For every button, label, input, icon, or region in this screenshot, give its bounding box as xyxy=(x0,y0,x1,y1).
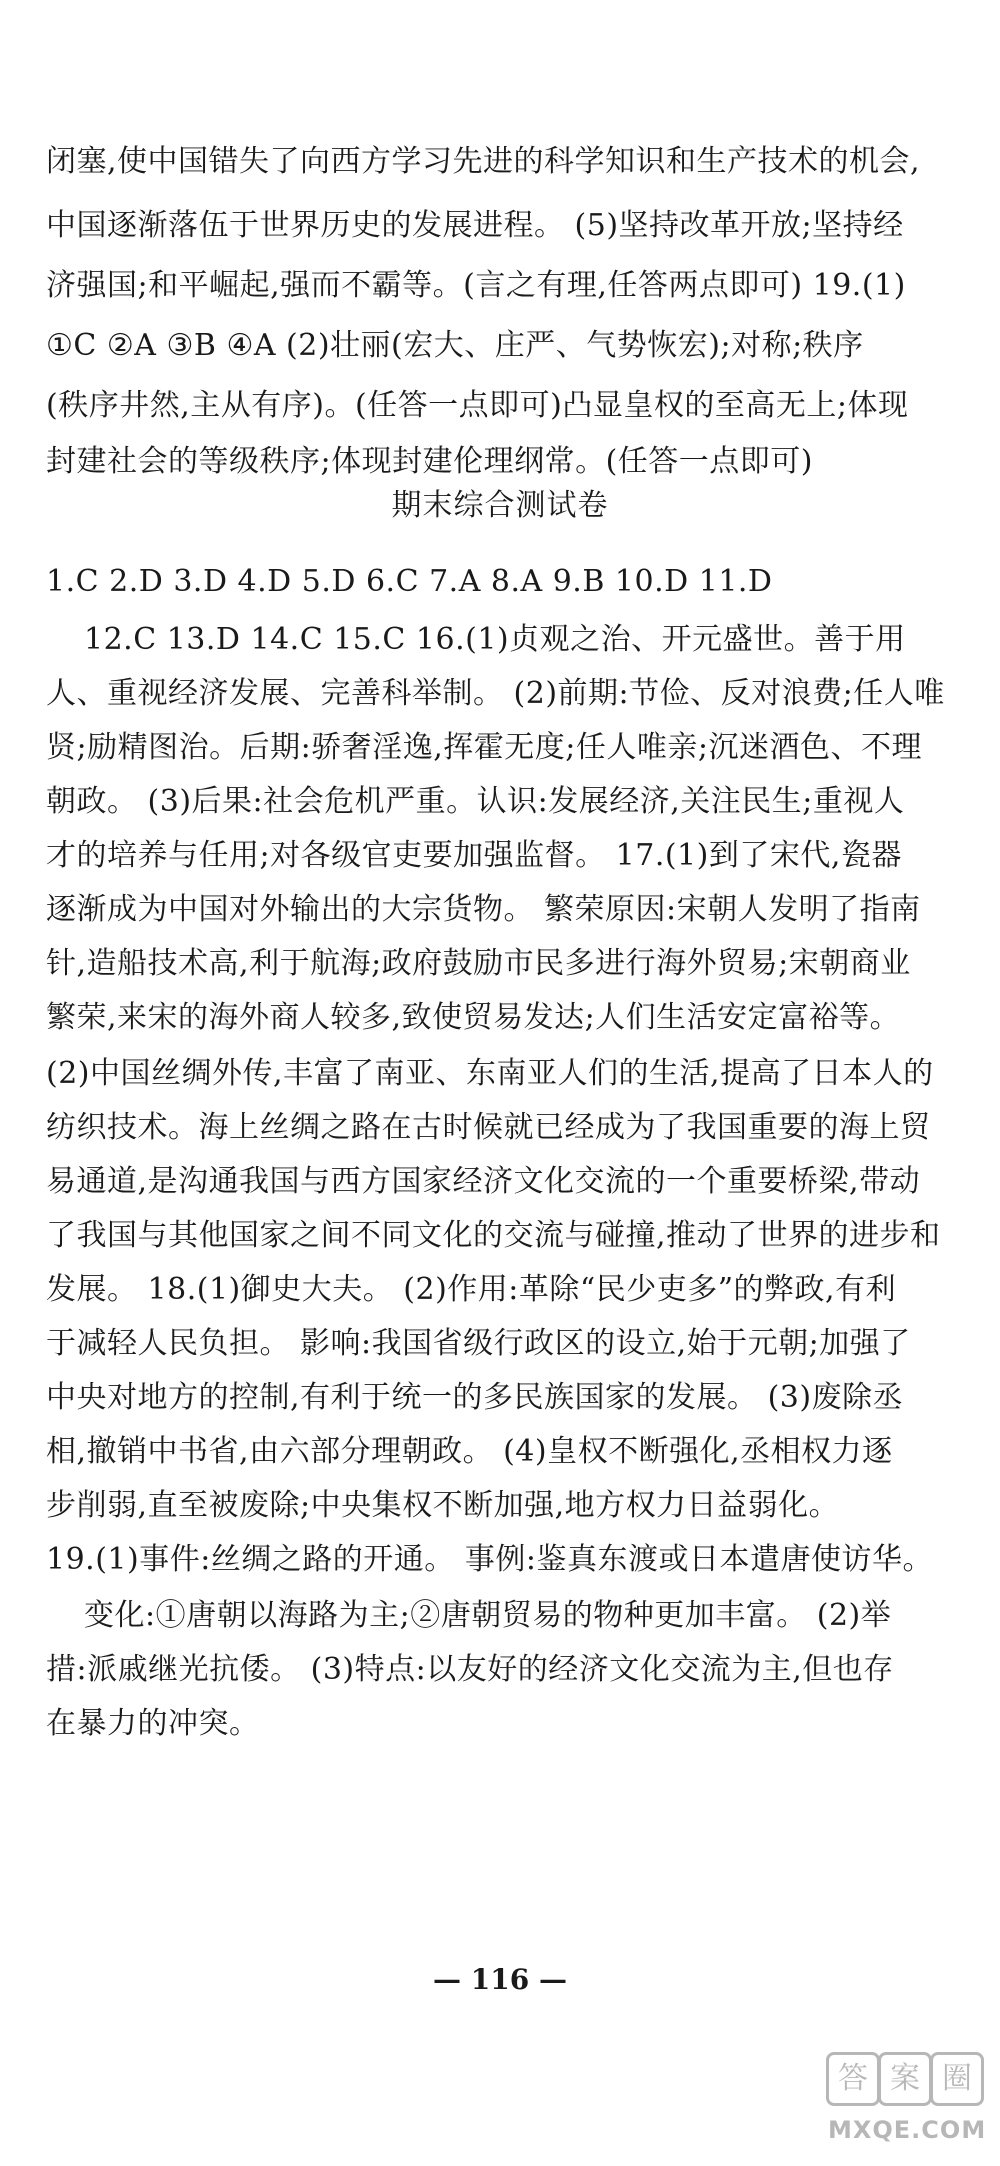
answer-line: 发展。 18.(1)御史大夫。 (2)作用:革除“民少吏多”的弊政,有利 xyxy=(46,1272,897,1307)
watermark-char: 案 xyxy=(878,2052,932,2106)
text-line: 济强国;和平崛起,强而不霸等。(言之有理,任答两点即可) 19.(1) xyxy=(46,268,906,303)
answer-line: 19.(1)事件:丝绸之路的开通。 事例:鉴真东渡或日本遣唐使访华。 xyxy=(46,1542,933,1577)
answer-line: 在暴力的冲突。 xyxy=(46,1706,260,1741)
watermark-url: MXQE.COM xyxy=(828,2116,987,2144)
answer-line: 人、重视经济发展、完善科举制。 (2)前期:节俭、反对浪费;任人唯 xyxy=(46,676,945,711)
answer-line: 措:派戚继光抗倭。 (3)特点:以友好的经济文化交流为主,但也存 xyxy=(46,1652,894,1687)
text-line: 中国逐渐落伍于世界历史的发展进程。 (5)坚持改革开放;坚持经 xyxy=(46,208,904,243)
answer-line: 繁荣,来宋的海外商人较多,致使贸易发达;人们生活安定富裕等。 xyxy=(46,1000,901,1035)
answer-line: 才的培养与任用;对各级官吏要加强监督。 17.(1)到了宋代,瓷器 xyxy=(46,838,902,873)
watermark-char: 圈 xyxy=(930,2052,984,2106)
text-line: ①C ②A ③B ④A (2)壮丽(宏大、庄严、气势恢宏);对称;秩序 xyxy=(46,328,864,363)
answer-line: 变化:①唐朝以海路为主;②唐朝贸易的物种更加丰富。 (2)举 xyxy=(84,1598,892,1633)
answer-line: 贤;励精图治。后期:骄奢淫逸,挥霍无度;任人唯亲;沉迷酒色、不理 xyxy=(46,730,922,765)
answer-line: 逐渐成为中国对外输出的大宗货物。 繁荣原因:宋朝人发明了指南 xyxy=(46,892,921,927)
answer-line: (2)中国丝绸外传,丰富了南亚、东南亚人们的生活,提高了日本人的 xyxy=(46,1056,934,1091)
text-line: 闭塞,使中国错失了向西方学习先进的科学知识和生产技术的机会, xyxy=(46,144,921,179)
answer-line: 1.C 2.D 3.D 4.D 5.D 6.C 7.A 8.A 9.B 10.D 11.D xyxy=(46,564,773,599)
answer-line: 12.C 13.D 14.C 15.C 16.(1)贞观之治、开元盛世。善于用 xyxy=(84,622,906,657)
answer-line: 针,造船技术高,利于航海;政府鼓励市民多进行海外贸易;宋朝商业 xyxy=(46,946,911,981)
page-number: — 116 — xyxy=(433,1963,567,1996)
text-line: 封建社会的等级秩序;体现封建伦理纲常。(任答一点即可) xyxy=(46,444,814,479)
section-title: 期末综合测试卷 xyxy=(391,488,609,523)
watermark-char: 答 xyxy=(826,2052,880,2106)
answer-line: 易通道,是沟通我国与西方国家经济文化交流的一个重要桥梁,带动 xyxy=(46,1164,921,1199)
answer-line: 了我国与其他国家之间不同文化的交流与碰撞,推动了世界的进步和 xyxy=(46,1218,941,1253)
answer-line: 相,撤销中书省,由六部分理朝政。 (4)皇权不断强化,丞相权力逐 xyxy=(46,1434,893,1469)
answer-line: 朝政。 (3)后果:社会危机严重。认识:发展经济,关注民生;重视人 xyxy=(46,784,905,819)
answer-line: 于减轻人民负担。 影响:我国省级行政区的设立,始于元朝;加强了 xyxy=(46,1326,911,1361)
answer-line: 步削弱,直至被废除;中央集权不断加强,地方权力日益弱化。 xyxy=(46,1488,840,1523)
text-line: (秩序井然,主从有序)。(任答一点即可)凸显皇权的至高无上;体现 xyxy=(46,388,909,423)
answer-line: 中央对地方的控制,有利于统一的多民族国家的发展。 (3)废除丞 xyxy=(46,1380,904,1415)
answer-line: 纺织技术。海上丝绸之路在古时候就已经成为了我国重要的海上贸 xyxy=(46,1110,931,1145)
watermark-logo xyxy=(818,2052,986,2160)
